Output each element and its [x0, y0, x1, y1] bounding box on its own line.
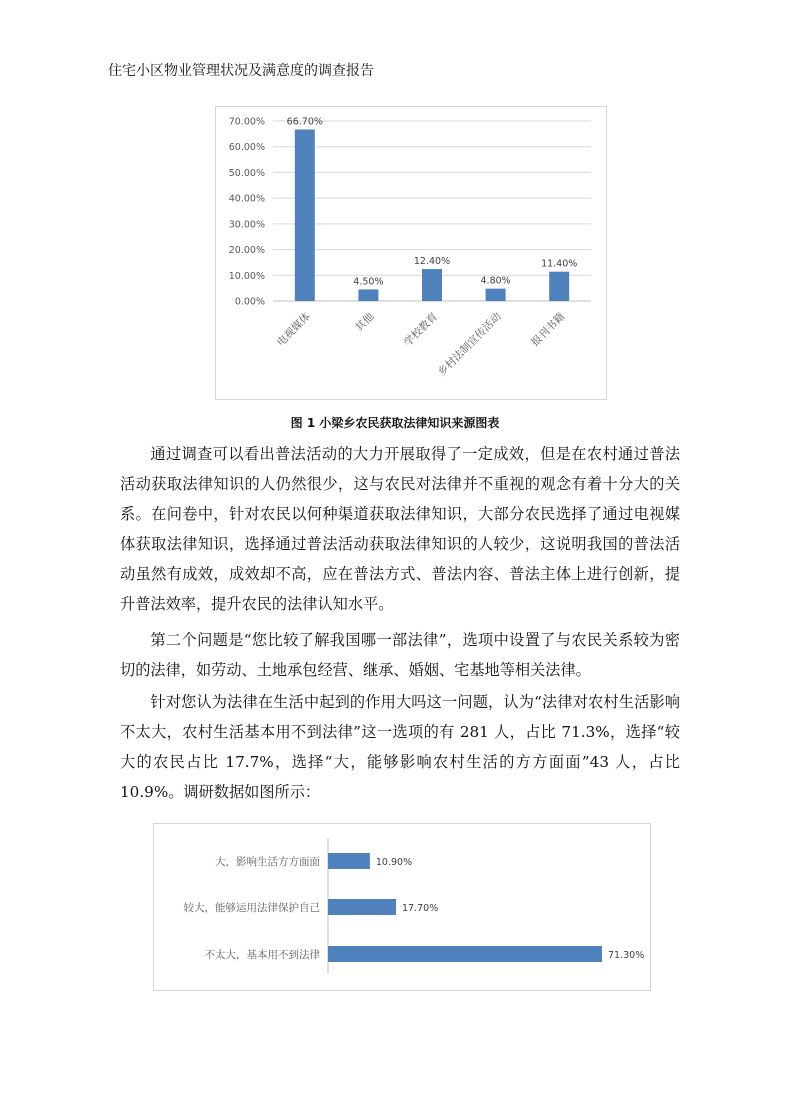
x-tick-label: 电视媒体	[274, 310, 313, 349]
category-label: 较大，能够运用法律保护自己	[183, 902, 320, 914]
bar	[328, 853, 370, 869]
bar	[358, 289, 378, 301]
data-label: 11.40%	[541, 258, 578, 270]
paragraph-2	[120, 625, 680, 685]
page-header: 住宅小区物业管理状况及满意度的调查报告	[108, 63, 374, 79]
x-tick-label: 学校教育	[401, 310, 441, 349]
category-label: 大，影响生活方方面面	[215, 856, 320, 868]
y-tick-label: 30.00%	[228, 219, 265, 231]
y-tick-label: 70.00%	[228, 116, 265, 128]
chart2-svg	[154, 824, 650, 990]
y-tick-label: 0.00%	[234, 296, 265, 308]
x-tick-label: 乡村法制宣传活动	[435, 310, 504, 379]
figure1-caption: 图 1 小梁乡农民获取法律知识来源图表	[290, 416, 500, 430]
bar	[328, 946, 602, 962]
chart-law-impact	[153, 823, 651, 991]
data-label: 66.70%	[286, 116, 323, 128]
bar	[486, 289, 506, 301]
y-tick-label: 20.00%	[228, 245, 265, 257]
y-tick-label: 40.00%	[228, 193, 265, 205]
x-tick-label: 其他	[353, 310, 377, 334]
paragraph-1	[120, 439, 680, 619]
data-label: 17.70%	[402, 903, 439, 914]
y-tick-label: 10.00%	[228, 270, 265, 282]
bar	[328, 899, 396, 915]
y-tick-label: 60.00%	[228, 142, 265, 154]
data-label: 4.80%	[480, 275, 511, 287]
chart-source-of-legal-knowledge	[215, 106, 607, 400]
category-label: 不太大，基本用不到法律	[204, 949, 320, 961]
data-label: 12.40%	[413, 256, 451, 268]
x-tick-label: 报刊书籍	[529, 310, 568, 349]
data-label: 71.30%	[608, 950, 645, 961]
paragraph-text: 第二个问题是“您比较了解我国哪一部法律”，选项中设置了与农民关系较为密切的法律，如劳动、土地承包经营、继承、婚姻、宅基地等相关法律。	[120, 631, 680, 679]
bar	[295, 129, 315, 301]
data-label: 10.90%	[375, 857, 413, 868]
paragraph-text: 通过调查可以看出普法活动的大力开展取得了一定成效，但是在农村通过普法活动获取法律知识的人仍然很少，这与农民对法律并不重视的观念有着十分大的关系。在问卷中，针对农民以何种渠道获取法律知识，大部分农民选择了通过电视媒体获取法律知识，选择通过普法活动获取法律知识的人较少，这说明我国的普法活动虽然有成效，成效却不高，应在普法方式、普法内容、普法主体上进行创新，提升普法效率，提升农民的法律认知水平。	[120, 445, 680, 613]
paragraph-text: 针对您认为法律在生活中起到的作用大吗这一问题，认为“法律对农村生活影响不太大，农村生活基本用不到法律”这一选项的有 281 人，占比 71.3%，选择“较大的农民占比 17.7%，选择“大，能够影响农村生活的方方面面”43 人，占比 10.9%。调研数据如图所示：	[120, 693, 680, 801]
paragraph-3	[120, 687, 680, 807]
bar	[422, 269, 442, 301]
chart1-svg	[216, 107, 606, 399]
data-label: 4.50%	[353, 276, 384, 288]
bar	[549, 272, 569, 301]
y-tick-label: 50.00%	[228, 167, 265, 179]
